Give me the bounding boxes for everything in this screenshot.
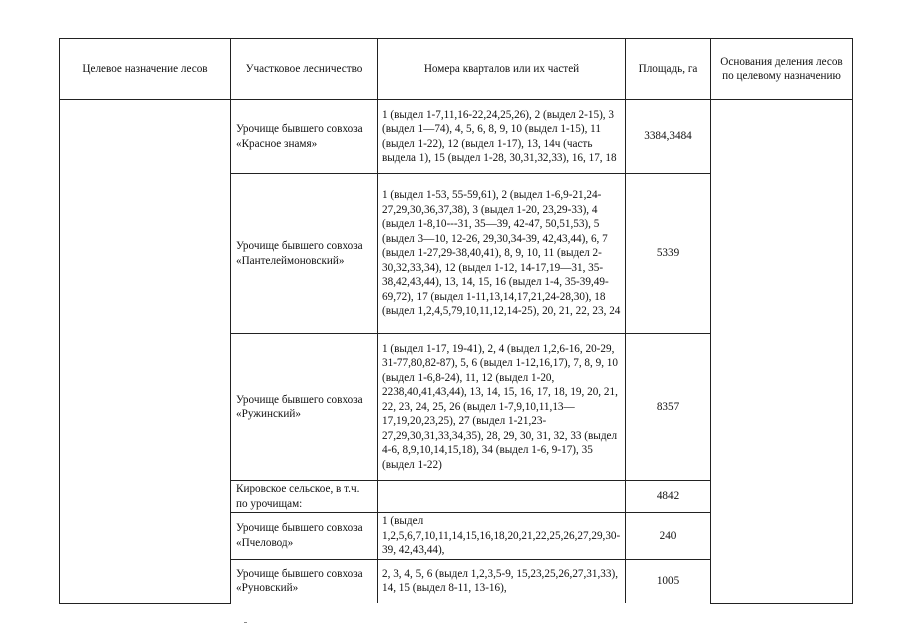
scan-mark: [244, 622, 247, 623]
forestry-cell: Кировское сельское, в т.ч. по урочищам:: [231, 481, 378, 513]
forestry-cell: Урочище бывшего совхоза «Пантелеймоновский»: [231, 174, 378, 334]
quarters-cell: 1 (выдел 1-17, 19-41), 2, 4 (выдел 1,2,6-16, 20-29, 31-77,80,82-87), 5, 6 (выдел 1-12,16,17), 7, 8, 9, 10 (выдел 1-6,8-24), 11, 12 (выдел 1-20, 2238,40,41,43,44), 13, 14, 15, 16, 17, 18, 19, 20, 21, 22, 23, 24, 25, 26 (выдел 1-7,9,10,11,13—17,19,20,23,25), 27 (выдел 1-21,23-27,29,30,31,33,34,35), 28, 29, 30, 31, 32, 33 (выдел 4-6, 8,9,10,14,15,18), 34 (выдел 1-6, 9-17), 35 (выдел 1-22): [378, 334, 626, 481]
header-quarters: Номера кварталов или их частей: [378, 39, 626, 100]
forestry-cell: Урочище бывшего совхоза «Руновский»: [231, 559, 378, 603]
area-cell: 4842: [626, 481, 711, 513]
forest-purpose-table-container: [59, 38, 852, 604]
forest-purpose-table: [59, 38, 853, 604]
forestry-cell: Урочище бывшего совхоза «Ружинский»: [231, 334, 378, 481]
quarters-cell: 1 (выдел 1-7,11,16-22,24,25,26), 2 (выдел 2-15), 3 (выдел 1—74), 4, 5, 6, 8, 9, 10 (выдел 1-15), 11 (выдел 1-22), 12 (выдел 1-17), 13, 14ч (часть выдела 1), 15 (выдел 1-28, 30,31,32,33), 16, 17, 18: [378, 100, 626, 174]
header-forestry: Участковое лесничество: [231, 39, 378, 100]
forestry-cell: Урочище бывшего совхоза «Пчеловод»: [231, 513, 378, 560]
header-purpose: Целевое назначение лесов: [60, 39, 231, 100]
table-row: [60, 100, 853, 174]
basis-cell: [711, 100, 853, 604]
header-basis: Основания деления лесов по целевому назначению: [711, 39, 853, 100]
quarters-cell: 1 (выдел 1-53, 55-59,61), 2 (выдел 1-6,9-21,24-27,29,30,36,37,38), 3 (выдел 1-20, 23,29-33), 4 (выдел 1-8,10---31, 35—39, 42-47, 50,51,53), 5 (выдел 3—10, 12-26, 29,30,34-39, 42,43,44), 6, 7 (выдел 1-27,29-38,40,41), 8, 9, 10, 11 (выдел 2-30,32,33,34), 12 (выдел 1-12, 14-17,19—31, 35-38,42,43,44), 13, 14, 15, 16 (выдел 1-4, 35-39,49-69,72), 17 (выдел 1-11,13,14,17,21,24-28,30), 18 (выдел 1,2,4,5,79,10,11,12,14-25), 20, 21, 22, 23, 24: [378, 174, 626, 334]
quarters-cell: 1 (выдел 1,2,5,6,7,10,11,14,15,16,18,20,21,22,25,26,27,29,30-39, 42,43,44),: [378, 513, 626, 560]
area-cell: 240: [626, 513, 711, 560]
area-cell: 3384,3484: [626, 100, 711, 174]
area-cell: 1005: [626, 559, 711, 603]
purpose-cell: [60, 100, 231, 604]
quarters-cell: [378, 481, 626, 513]
area-cell: 8357: [626, 334, 711, 481]
header-area: Площадь, га: [626, 39, 711, 100]
forestry-cell: Урочище бывшего совхоза «Красное знамя»: [231, 100, 378, 174]
table-header-row: [60, 39, 853, 100]
quarters-cell: 2, 3, 4, 5, 6 (выдел 1,2,3,5-9, 15,23,25,26,27,31,33), 14, 15 (выдел 8-11, 13-16),: [378, 559, 626, 603]
area-cell: 5339: [626, 174, 711, 334]
